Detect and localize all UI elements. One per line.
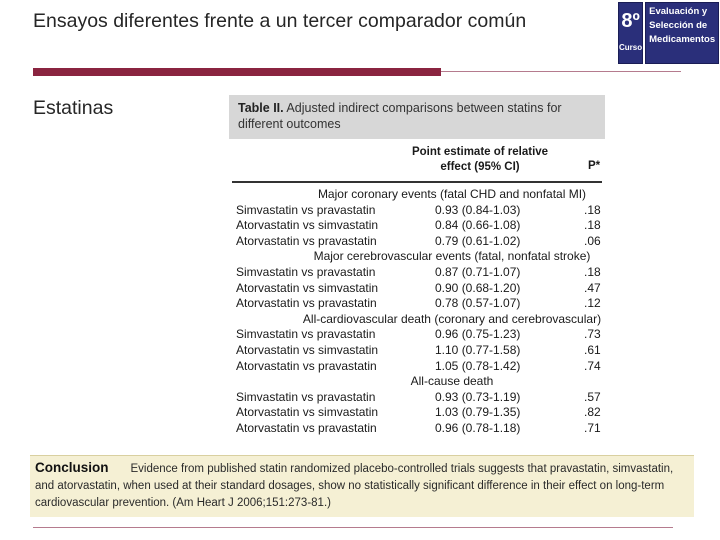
table-caption (229, 95, 605, 139)
p-value-cell: .61 (584, 342, 601, 357)
p-value-cell: .18 (584, 218, 601, 233)
table-row (232, 405, 602, 421)
estimate-cell: 0.78 (0.57-1.07) (435, 296, 521, 311)
p-value-cell: .47 (584, 280, 601, 295)
results-table-image (229, 95, 605, 450)
group-header: Major coronary events (fatal CHD and nonfatal MI) (317, 187, 587, 201)
p-value-cell: .18 (584, 202, 601, 217)
logo-line-3: Medicamentos (649, 34, 716, 45)
comparison-cell: Simvastatin vs pravastatin (236, 389, 376, 404)
comparison-cell: Atorvastatin vs simvastatin (236, 280, 379, 295)
group-header: Major cerebrovascular events (fatal, nonfatal stroke) (313, 249, 591, 264)
title-divider-line (441, 71, 681, 72)
estimate-cell: 0.84 (0.66-1.08) (435, 218, 521, 233)
comparison-cell: Atorvastatin vs simvastatin (236, 405, 379, 420)
estimate-cell: 1.05 (0.78-1.42) (435, 358, 521, 373)
footer-divider-line (33, 527, 673, 528)
comparison-cell: Atorvastatin vs simvastatin (236, 218, 379, 233)
logo-badge (618, 2, 643, 64)
comparison-cell: Simvastatin vs pravastatin (236, 327, 376, 342)
estimate-cell: 0.79 (0.61-1.02) (435, 233, 521, 248)
table-row (232, 218, 602, 234)
column-header-p: P* (588, 160, 601, 172)
logo-line-2: Selección de (649, 20, 708, 31)
table-row (232, 296, 602, 312)
estimate-cell: 0.87 (0.71-1.07) (435, 264, 521, 279)
table-label: Table II. (238, 101, 284, 115)
p-value-cell: .18 (584, 264, 601, 279)
p-value-cell: .12 (584, 296, 601, 311)
table-row (232, 421, 602, 437)
slide-title: Ensayos diferentes frente a un tercer comparador común (33, 10, 527, 32)
table-row (232, 265, 602, 281)
p-value-cell: .73 (584, 327, 601, 342)
estimate-cell: 1.03 (0.79-1.35) (435, 405, 521, 420)
table-row (232, 281, 602, 297)
table-row (232, 234, 602, 250)
estimate-cell: 0.96 (0.75-1.23) (435, 327, 521, 342)
p-value-cell: .74 (584, 358, 601, 373)
p-value-cell: .06 (584, 233, 601, 248)
logo-line-1: Evaluación y (649, 6, 708, 17)
logo-curso-label: Curso (619, 43, 643, 52)
comparison-cell: Atorvastatin vs simvastatin (236, 342, 379, 357)
comparison-cell: Atorvastatin vs pravastatin (236, 358, 377, 373)
logo-text-block (645, 2, 719, 64)
title-accent-bar (33, 68, 441, 76)
conclusion-label: Conclusion (35, 460, 109, 475)
conclusion-text: Evidence from published statin randomized placebo-controlled trials suggests that pravastatin, simvastatin, and atorvastatin, when used at their standard dosages, show no statistically significant difference in their effect on long-term cardiovascular prevention. (Am Heart J 2006;151:273-81.) (35, 463, 674, 509)
table-row (232, 327, 602, 343)
p-value-cell: .82 (584, 405, 601, 420)
course-logo (618, 2, 716, 64)
estimate-cell: 1.10 (0.77-1.58) (435, 342, 521, 357)
table-header (232, 139, 602, 183)
comparison-cell: Atorvastatin vs pravastatin (236, 296, 377, 311)
group-header: All-cardiovascular death (coronary and cerebrovascular) (302, 311, 602, 326)
estimate-cell: 0.96 (0.78-1.18) (435, 420, 521, 435)
logo-number: 8º (621, 10, 640, 32)
table-row (232, 343, 602, 359)
table-row (232, 390, 602, 406)
table-row (232, 203, 602, 219)
table-caption-text: Adjusted indirect comparisons between statins for different outcomes (238, 101, 562, 131)
table-row (232, 359, 602, 375)
table-body (232, 183, 602, 437)
comparison-cell: Atorvastatin vs pravastatin (236, 233, 377, 248)
comparison-cell: Atorvastatin vs pravastatin (236, 420, 377, 435)
group-header: All-cause death (410, 374, 494, 389)
column-header-estimate: Point estimate of relative effect (95% CI) (411, 146, 549, 173)
estimate-cell: 0.93 (0.84-1.03) (435, 202, 521, 217)
p-value-cell: .57 (584, 389, 601, 404)
section-label: Estatinas (33, 97, 114, 119)
comparison-cell: Simvastatin vs pravastatin (236, 264, 376, 279)
estimate-cell: 0.93 (0.73-1.19) (435, 389, 521, 404)
conclusion-box (30, 455, 694, 517)
estimate-cell: 0.90 (0.68-1.20) (435, 280, 521, 295)
p-value-cell: .71 (584, 420, 601, 435)
comparison-cell: Simvastatin vs pravastatin (236, 202, 376, 217)
